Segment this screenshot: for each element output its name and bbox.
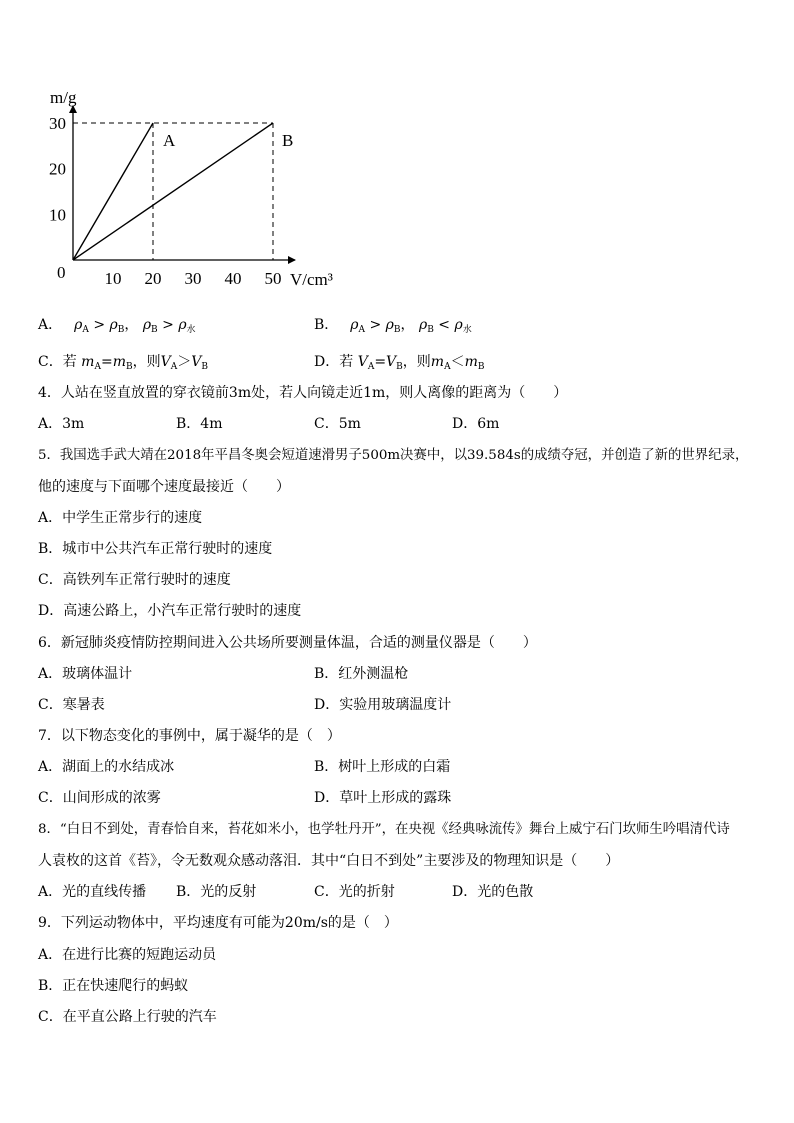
q9-option-b: B．正在快速爬行的蚂蚁	[38, 978, 189, 994]
x-tick-label: 40	[224, 269, 242, 288]
q5-stem-line1: 5．我国选手武大靖在2018年平昌冬奥会短道速滑男子500m决赛中，以39.584s的成绩夺冠，并创造了新的世界纪录，	[38, 448, 749, 463]
q8-option-a: A．光的直线传播	[38, 884, 147, 900]
x-tick-label: 20	[144, 269, 162, 288]
q6-option-c: C．寒暑表	[38, 697, 105, 713]
q3-option-a: A． $\rho_A > \rho_B$， $\rho_B > \rho_水$	[38, 317, 196, 335]
mass-volume-graph	[40, 80, 360, 295]
y-tick-label: 30	[49, 114, 66, 133]
q9-stem: 9．下列运动物体中，平均速度有可能为20m/s的是（ ）	[38, 915, 398, 931]
series-label-a: A	[163, 131, 176, 150]
q4-option-b: B．4m	[176, 416, 223, 432]
q7-option-b: B．树叶上形成的白霜	[314, 759, 451, 775]
q3-option-d: D．若 $V_A=V_B$，则$m_A<m_B$	[314, 354, 485, 372]
q8-option-b: B．光的反射	[176, 884, 257, 900]
origin-label: 0	[57, 263, 66, 282]
q9-option-a: A．在进行比赛的短跑运动员	[38, 947, 217, 963]
q6-option-a: A．玻璃体温计	[38, 666, 133, 682]
q7-option-d: D．草叶上形成的露珠	[314, 790, 452, 806]
q7-stem: 7．以下物态变化的事例中，属于凝华的是（ ）	[38, 728, 341, 744]
q4-stem: 4．人站在竖直放置的穿衣镜前3m处，若人向镜走近1m，则人离像的距离为（ ）	[38, 385, 568, 401]
x-tick-label: 30	[184, 269, 202, 288]
q5-stem-line2: 他的速度与下面哪个速度最接近（ ）	[38, 479, 290, 495]
q9-option-c: C．在平直公路上行驶的汽车	[38, 1009, 217, 1025]
y-tick-label: 10	[49, 205, 66, 225]
series-line-a	[73, 123, 153, 260]
q8-option-d: D．光的色散	[452, 884, 534, 900]
q8-stem-line1: 8．“白日不到处，青春恰自来，苔花如米小，也学牡丹开”，在央视《经典咏流传》舞台上威宁石门坎师生吟唱清代诗	[38, 822, 730, 837]
q5-option-d: D．高速公路上，小汽车正常行驶时的速度	[38, 603, 302, 619]
q8-option-c: C．光的折射	[314, 884, 395, 900]
q4-option-a: A．3m	[38, 416, 85, 432]
q6-option-b: B．红外测温枪	[314, 666, 409, 682]
q6-stem: 6．新冠肺炎疫情防控期间进入公共场所要测量体温，合适的测量仪器是（ ）	[38, 635, 537, 651]
q3-option-c: C．若 $m_A=m_B$，则$V_A>V_B$	[38, 354, 208, 372]
x-axis-label: V/cm³	[290, 270, 333, 289]
y-tick-label: 20	[49, 159, 66, 179]
q6-option-d: D．实验用玻璃温度计	[314, 697, 452, 713]
chart-svg	[40, 80, 360, 295]
q5-option-a: A．中学生正常步行的速度	[38, 510, 203, 526]
q7-option-c: C．山间形成的浓雾	[38, 790, 161, 806]
x-tick-label: 10	[104, 269, 122, 288]
q3-option-b: B． $\rho_A > \rho_B$， $\rho_B < \rho_水$	[314, 317, 472, 335]
q8-stem-line2: 人袁枚的这首《苔》，令无数观众感动落泪．其中“白日不到处”主要涉及的物理知识是（ ）	[38, 853, 620, 869]
q5-option-c: C．高铁列车正常行驶时的速度	[38, 572, 231, 588]
q4-option-d: D．6m	[452, 416, 500, 432]
q4-option-c: C．5m	[314, 416, 361, 432]
series-label-b: B	[282, 131, 294, 150]
q7-option-a: A．湖面上的水结成冰	[38, 759, 175, 775]
q5-option-b: B．城市中公共汽车正常行驶时的速度	[38, 541, 273, 557]
x-tick-label: 50	[264, 269, 282, 288]
y-axis-label: m/g	[50, 88, 77, 107]
